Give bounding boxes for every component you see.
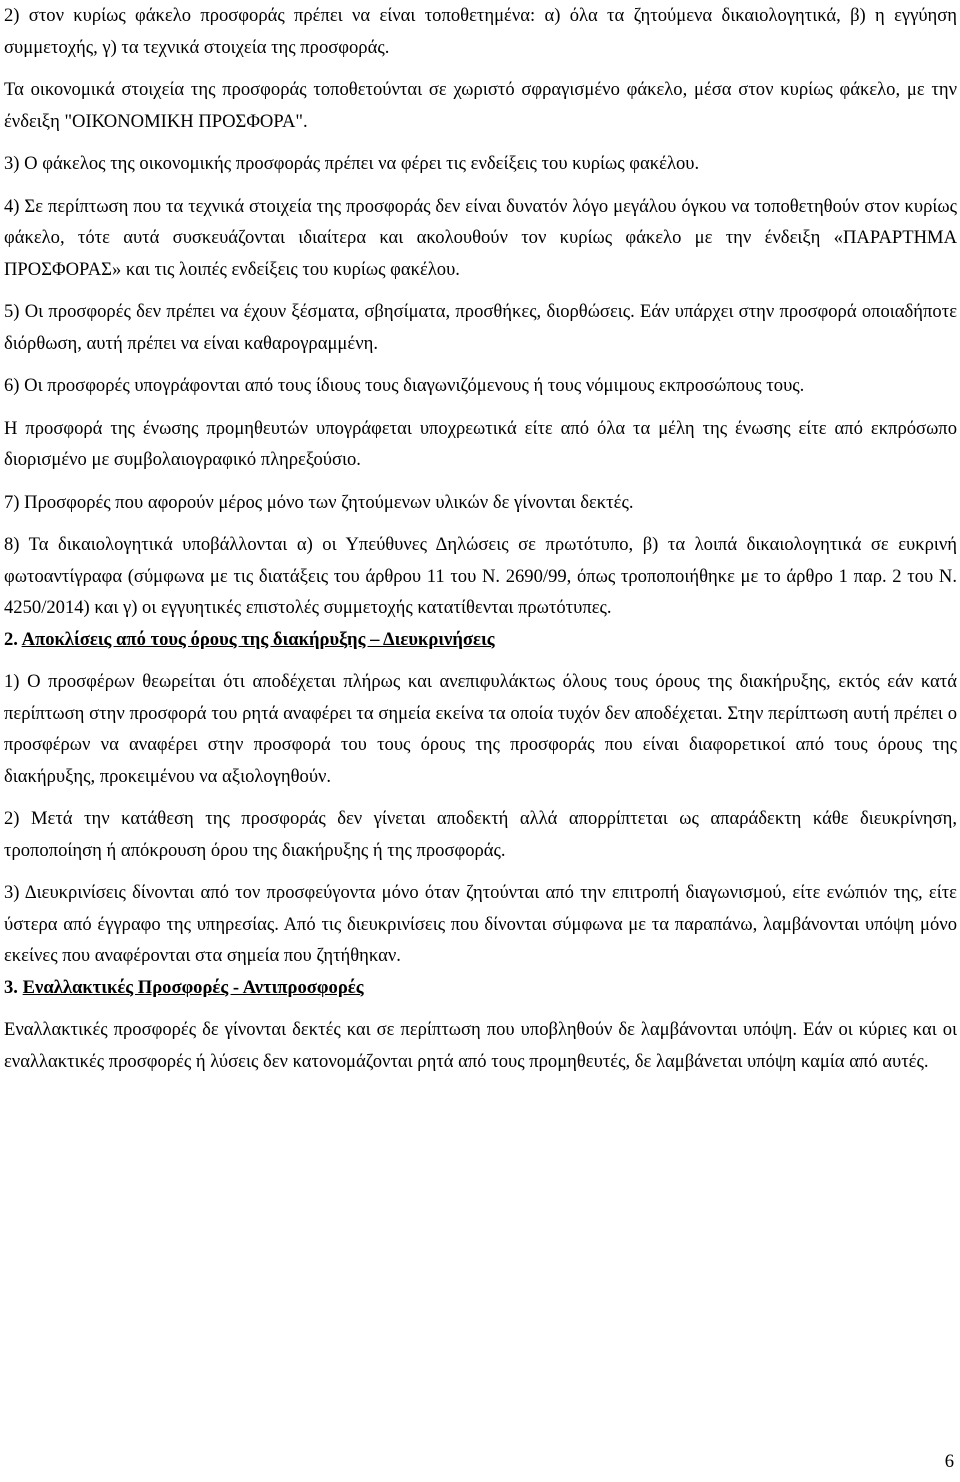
section-2-paragraph-1: 1) Ο προσφέρων θεωρείται ότι αποδέχεται πλήρως και ανεπιφυλάκτως όλους τους όρους της διακήρυξης, εκτός εάν κατά περίπτωση στην προσφορά του ρητά αναφέρει τα σημεία εκείνα τα οποία τυχόν δεν αποδέχεται. Στην περίπτωση αυτή πρέπει ο προσφέρων να αναφέρει στην προσφορά του τους όρους της προσφοράς που είναι διαφορετικοί από τους όρους της διακήρυξης, προκειμένου να αξιολογηθούν. [4,671,957,787]
paragraph-5-no-corrections: 5) Οι προσφορές δεν πρέπει να έχουν ξέσματα, σβησίματα, προσθήκες, διορθώσεις. Εάν υπάρχει στην προσφορά οποιαδήποτε διόρθωση, αυτή πρέπει να είναι καθαρογραμμένη. [4,301,957,354]
paragraph-7-partial-offers: 7) Προσφορές που αφορούν μέρος μόνο των ζητούμενων υλικών δε γίνονται δεκτές. [4,491,634,513]
paragraph-4-technical-volume: 4) Σε περίπτωση που τα τεχνικά στοιχεία της προσφοράς δεν είναι δυνατόν λόγο μεγάλου όγκου να τοποθετηθούν στον κυρίως φάκελο, τότε αυτά συσκευάζονται ιδιαίτερα και ακολουθούν τον κυρίως φάκελο με την ένδειξη «ΠΑΡΑΡΤΗΜΑ ΠΡΟΣΦΟΡΑΣ» και τις λοιπές ενδείξεις του κυρίως φακέλου. [4,195,957,280]
section-3-heading [4,972,957,1004]
paragraph-3-financial-labels: 3) Ο φάκελος της οικονομικής προσφοράς πρέπει να φέρει τις ενδείξεις του κυρίως φακέλου. [4,153,700,174]
section-2-title: Αποκλίσεις από τους όρους της διακήρυξης – Διευκρινήσεις [21,628,495,650]
paragraph-union-signature: Η προσφορά της ένωσης προμηθευτών υπογράφεται υποχρεωτικά είτε από όλα τα μέλη της ένωσης είτε από εκπρόσωπο διορισμένο με συμβολαιογραφικό πληρεξούσιο. [4,417,957,470]
paragraph-6-signatures: 6) Οι προσφορές υπογράφονται από τους ίδιους τους διαγωνιζόμενους ή τους νόμιμους εκπροσώπους τους. [4,375,805,396]
section-3-paragraph-1: Εναλλακτικές προσφορές δε γίνονται δεκτές και σε περίπτωση που υποβληθούν δε λαμβάνονται υπόψη. Εάν οι κύριες και οι εναλλακτικές προσφορές ή λύσεις δεν κατονομάζονται ρητά από τους προμηθευτές, δε λαμβάνεται υπόψη καμία από αυτές. [4,1019,957,1072]
section-2-paragraph-2: 2) Μετά την κατάθεση της προσφοράς δεν γίνεται αποδεκτή αλλά απορρίπτεται ως απαράδεκτη κάθε διευκρίνηση, τροποποίηση ή απόκρουση όρου της διακήρυξης ή της προσφοράς. [4,808,957,861]
paragraph-2-main-envelope: 2) στον κυρίως φάκελο προσφοράς πρέπει να είναι τοποθετημένα: α) όλα τα ζητούμενα δικαιολογητικά, β) η εγγύηση συμμετοχής, γ) τα τεχνικά στοιχεία της προσφοράς. [4,5,957,58]
section-2-paragraph-3: 3) Διευκρινίσεις δίνονται από τον προσφεύγοντα μόνο όταν ζητούνται από την επιτροπή διαγωνισμού, είτε ενώπιόν της, είτε ύστερα από έγγραφο της υπηρεσίας. Από τις διευκρινίσεις που δίνονται σύμφωνα με τα παραπάνω, λαμβάνονται υπόψη μόνο εκείνες που αναφέρονται στα σημεία που ζητήθηκαν. [4,882,957,966]
paragraph-financial-envelope: Τα οικονομικά στοιχεία της προσφοράς τοποθετούνται σε χωριστό σφραγισμένο φάκελο, μέσα στον κυρίως φάκελο, με την ένδειξη "ΟΙΚΟΝΟΜΙΚΗ ΠΡΟΣΦΟΡΑ". [4,79,957,132]
section-2-number: 2. [4,628,18,650]
section-3-number: 3. [4,976,18,998]
section-2-heading [4,624,957,656]
paragraph-8-documents: 8) Τα δικαιολογητικά υποβάλλονται α) οι Υπεύθυνες Δηλώσεις σε πρωτότυπο, β) τα λοιπά δικαιολογητικά σε ευκρινή φωτοαντίγραφα (σύμφωνα με τις διατάξεις του άρθρου 11 του Ν. 2690/99, όπως τροποποιήθηκε με το άρθρο 1 παρ. 2 του Ν. 4250/2014) και γ) οι εγγυητικές επιστολές συμμετοχής κατατίθενται πρωτότυπες. [4,534,957,618]
document-page [4,0,957,1077]
section-3-title: Εναλλακτικές Προσφορές - Αντιπροσφορές [22,976,364,998]
page-number: 6 [944,1451,954,1472]
